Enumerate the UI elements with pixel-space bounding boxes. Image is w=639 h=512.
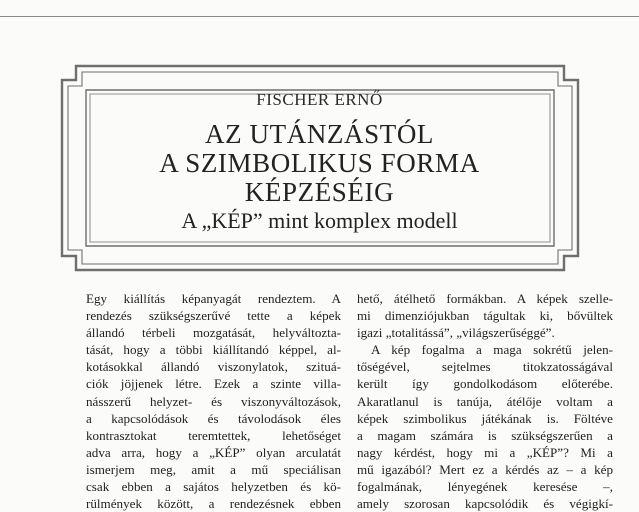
- text-line: tását, hogy a többi kiállítandó képpel, al-: [86, 342, 341, 358]
- text-line: fogalmának, lényegének keresése –,: [357, 479, 613, 495]
- text-line: násszerű helyzet- és viszonyváltozások,: [86, 393, 341, 409]
- text-line: kontrasztokat teremtettek, lehetőséget: [86, 427, 341, 443]
- text-line: képek szimbolikus játékának is. Föltéve: [357, 410, 613, 426]
- text-line: állandó térbeli mozgatását, helyváltozta-: [86, 325, 341, 341]
- text-line: rendezés szükségszerűvé tette a képek: [86, 308, 341, 324]
- body-column-left: [86, 290, 341, 512]
- title-line-3: KÉPZÉSÉIG: [244, 177, 395, 207]
- text-line: ismerjem meg, amit a mű speciálisan: [86, 461, 341, 477]
- subtitle: A „KÉP” mint komplex modell: [181, 208, 458, 233]
- text-line: A kép fogalma a maga sokrétű jelen-: [371, 342, 613, 358]
- text-line: a kapcsolódások és távolodások éles: [86, 410, 341, 426]
- text-line: ciók jöjjenek létre. Ezek a szinte villa-: [86, 376, 341, 392]
- text-line: adva arra, hogy a „KÉP” olyan arculatát: [86, 444, 341, 460]
- text-line: nagy kérdést, hogy mi a „KÉP”? Mi a: [357, 444, 613, 460]
- text-line: igazi „totalitássá”, „világszerűséggé”.: [357, 325, 555, 341]
- title-line-1: AZ UTÁNZÁSTÓL: [204, 119, 435, 149]
- title-line-2: A SZIMBOLIKUS FORMA: [159, 148, 480, 178]
- text-line: került így gondolkodásom előterébe.: [357, 376, 613, 392]
- top-rule: [0, 16, 639, 17]
- text-line: mű igazából? Mert ez a kérdés az – a kép: [357, 461, 613, 477]
- text-line: Akaratlanul is tanúja, átélője voltam a: [357, 393, 613, 409]
- text-line: amely szorosan kapcsolódik és végigkí-: [357, 496, 613, 512]
- text-line: a magam számára is szükségszerűen a: [357, 427, 613, 443]
- text-line: Egy kiállítás képanyagát rendeztem. A: [86, 291, 341, 306]
- text-line: tőségével, sejtelmes titokzatosságával: [357, 359, 613, 375]
- text-line: kotásokkal állandó viszonylatok, szituá-: [86, 359, 341, 375]
- text-line: csak ebben a sajátos helyzetben és kö-: [86, 479, 341, 495]
- body-column-right: [357, 290, 613, 512]
- author-name: FISCHER ERNŐ: [256, 90, 383, 109]
- text-line: hető, átélhető formákban. A képek szelle-: [357, 291, 613, 306]
- text-line: mi dimenziójukban tágultak ki, bővültek: [357, 308, 613, 324]
- text-line: rülmények között, a rendezésnek ebben: [86, 496, 341, 512]
